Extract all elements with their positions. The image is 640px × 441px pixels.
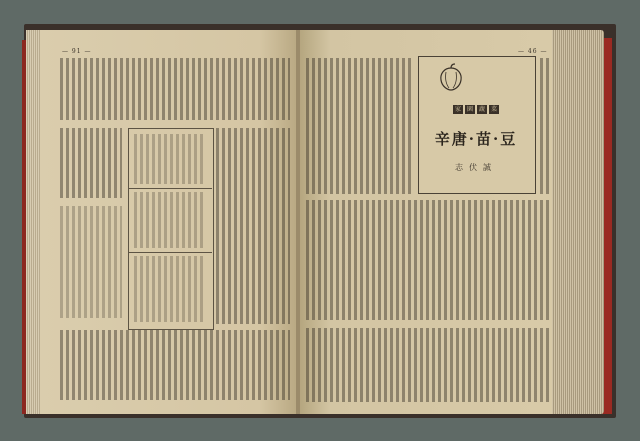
section-tag: 蔬 [479, 106, 486, 113]
left-text-bottom [60, 330, 290, 400]
left-table-divider-2 [128, 252, 212, 253]
article-title: 辛唐·苗·豆 [434, 130, 518, 148]
left-text-top [60, 58, 290, 120]
left-text-mid-b [60, 206, 122, 318]
left-table-content-a [134, 134, 206, 184]
section-tag-row [418, 104, 534, 113]
left-table-content-c [134, 256, 206, 322]
section-tag: 家 [454, 106, 461, 113]
left-page-folio: — 91 — [62, 48, 92, 55]
left-table-divider-1 [128, 188, 212, 189]
section-tag: 菜 [491, 106, 498, 113]
right-text-top-a [306, 58, 412, 194]
left-text-mid-a [60, 128, 122, 198]
left-text-right-col [216, 128, 290, 324]
pepper-illustration-icon [436, 62, 466, 92]
section-tag: 園 [466, 106, 473, 113]
right-page-folio: — 46 — [518, 48, 548, 55]
article-author: 志伏誠 [455, 163, 497, 172]
page-stack-left [26, 30, 40, 414]
right-text-bottom [306, 328, 550, 402]
right-text-top-b [540, 58, 550, 194]
page-stack-right [552, 30, 604, 414]
right-text-mid [306, 200, 550, 320]
left-table-content-b [134, 192, 206, 248]
